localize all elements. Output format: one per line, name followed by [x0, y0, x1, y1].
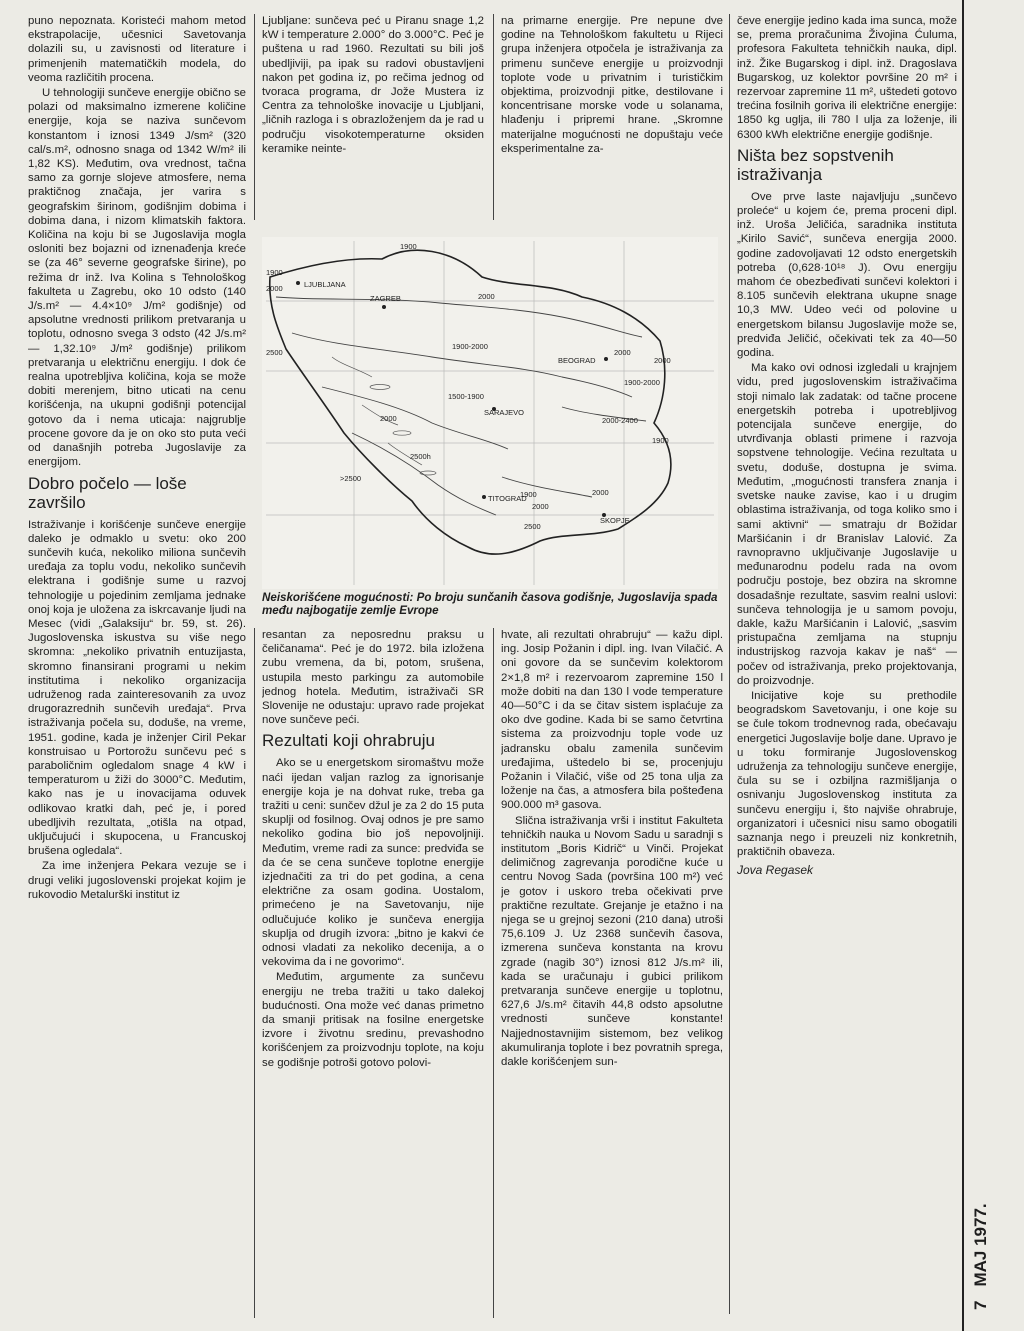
paragraph: U tehnologiji sunčeve energije obično se polazi od maksimalno izmerene količine energije, koja se naziva sunčevom konstantom i iznosi 1349 J/sm² (320 cal/s.m², odnosno snaga od 1342 W/m² ili 1,82 KS). Međutim, ova vrednost, tačna samo za gornje slojeve atmosfere, nema praktičnog značaja, jer varira s geografskim širinom, godišnjim dobima i dobima dana, i nizom klimatskih faktora. Količina na koju bi se Jugoslavija mogla osloniti bez bojazni od iznenađenja kreće se (za 46° severne geografske širine), po režima dr inž. Iva Kolina s Tehnološkog fakulteta u Zagrebu, oko 10 odsto (140 J/s.m² — 4.4×10⁹ J/m² godišnje) od apsolutne vrednosti prilikom pretvaranja u toplotu, odnosno svega 3 odsto (42 J/s.m² — 1,32.10⁹ J/m² godišnje) prilikom pretvaranja u električnu energiju. I dok će realna upotrebljiva količina, koja se može dobiti merenjem, bitno uticati na cenu korišćenja, na ukupni godišnji potencijal gotovo da i nema uticaja: najgrublje procene govore da je on oko sto puta veći od današnjih potreba Jugoslavije za energijom.: [28, 87, 246, 469]
city-label-sarajevo: SARAJEVO: [484, 408, 525, 417]
paragraph: hvate, ali rezultati ohrabruju“ — kažu dipl. ing. Josip Požanin i dipl. ing. Ivan Vilačić. A oni govore da se sunčevim kolektorom 2×1,8 m² i rezervoarom zapremine 150 l može dobiti na dan 130 l vode temperature 40—50°C i da se čitav sistem isplaćuje za oko dve godine. Kada bi se samo četvrtina sistema za proizvodnju tople vode uz jadransku obalu zamenila sunčevim uređajima, uštedelo bi se, procenjuju Požanin i Vilačić, više od 25 tona ulja za loženje na čas, a atmosfera bila pošteđena 900.000 m³ gasova.: [501, 629, 723, 812]
paragraph: Ljubljane: sunčeva peć u Piranu snage 1,2 kW i temperature 2.000° do 3.000°C. Peć je puštena u rad 1960. Rezultati su bili još ubedljiviji, pa ipak su radovi obustavljeni nakon pet godina iz, po rečima jednog od tvoraca programa, dr Jože Mustera iz Centra za tehnološke inovacije u Ljubljani, „ličnih razloga i s obrazloženjem da je rad u području visokotemperaturne oksiden keramike neinte-: [262, 15, 484, 155]
page-number: 7: [971, 1300, 990, 1310]
paragraph: čeve energije jedino kada ima sunca, može se, prema proračunima Živojina Ćuluma, profesora Fakulteta tehničkih nauka, dipl. inž. Žike Bugarskog i dipl. inž. Dragoslava Bugarskog, uz kolektor površine 20 m² i rezervoar zapremine 11 m², uštedeti gotovo trećina fosilnih goriva ili električne energije: 1850 kg uglja, ili 780 l ulja za loženje, ili 6300 kWh električne energije godišnje.: [737, 15, 957, 141]
column-divider: [493, 14, 494, 220]
city-label-ljubljana: LJUBLJANA: [304, 280, 346, 289]
city-label-zagreb: ZAGREB: [370, 294, 401, 303]
paragraph: Ako se u energetskom siromaštvu može naći ijedan valjan razlog za ignorisanje energije koja je na dohvat ruke, treba ga tražiti u ceni: sunčev džul je za 2 do 15 puta skuplji od fosilnog. Ovaj odnos je pre samo nekoliko godina bio još nepovoljniji. Međutim, vreme radi za sunce: predviđa se da će se cena sunčeve toplotne energije izjednačiti za tri do pet godina, a cena električne za osam godina. Uostalom, primećeno je na Savetovanju, nije odlučujuće koliko je sunčeva energija skuplja od drugih izvora: „bitno je kakvi će odnosi vladati za nekoliko decenija, a o vekovima da i ne govorimo“.: [262, 757, 484, 969]
paragraph: Istraživanje i korišćenje sunčeve energije daleko je odmaklo u svetu: oko 200 sunčevih kuća, nekoliko miliona sunčevih uređaja za toplu vodu, nekoliko sunčevih elektrana i godišnje sume u razvoj tehnologije u pojedinim zemljama jednake onoj koja je uložena za iskrcavanje ljudi na Mesec (vidi „Galaksiju“ br. 59, st. 26). Jugoslovenska iskustva su više nego skromna: „nekoliko privatnih entuzijasta, skromno finansirani programi u nekim institutima i nekoliko organizacija udruženog rada zainteresovanih za uvoz drugorazrednih sunčevih uređaja“. Prva istraživanja počela su, doduše, na vreme, 1951. godine, kada je inženjer Ciril Pekar konstruisao u Portorožu sunčevu peć s paraboličnim ogledalom snage 4 kW i temperaturom u žiži do 3000°C. Međutim, kako nas je u inovacijama oduvek odlikovao kratki dah, peć je, i pored ubedljivih rezultata, „otišla na otpad, uključujući i skupocena, u Francuskoj brušena ogledala“.: [28, 518, 246, 858]
yugoslavia-sunshine-map: [262, 237, 718, 589]
article-column-2-bottom: [262, 628, 484, 1318]
sunshine-map-figure: [262, 237, 718, 621]
isoline-label: 2000-2400: [602, 416, 638, 425]
isoline-label: 2000: [532, 502, 549, 511]
city-label-skopje: SKOPJE: [600, 516, 630, 525]
isoline-label: 2500: [266, 348, 283, 357]
column-divider: [254, 14, 255, 220]
column-divider: [254, 628, 255, 1318]
footer-rotated-text: [970, 1130, 992, 1310]
paragraph: puno nepoznata. Koristeći mahom metod ekstrapolacije, učesnici Savetovanja dolazili su, u zavisnosti od literature i primenjenih matematičkih modela, do veoma različitih procena.: [28, 15, 246, 84]
article-column-3-top: [501, 14, 723, 232]
isoline-label: 2000: [380, 414, 397, 423]
isoline-label: 1500-1900: [448, 392, 484, 401]
paragraph: na primarne energije. Pre nepune dve godine na Tehnološkom fakultetu u Rijeci grupa inženjera otpočela je istraživanja za primenu sunčeve energije u proizvodnji toplote vode u privatnim i turističkim objektima, proizvodnji pitke, destilovane i koncentrisane morske vode u solanama, hlađenju i pripremi hrane. „Skromne materijalne mogućnosti ne dopuštaju veće eksperimentalne za-: [501, 15, 723, 155]
isoline-label: >2500: [340, 474, 362, 483]
city-label-beograd: BEOGRAD: [558, 356, 596, 365]
map-caption: Neiskorišćene mogućnosti: Po broju sunčanih časova godišnje, Jugoslavija spada među najbogatije zemlje Evrope: [262, 591, 718, 617]
issue-date: MAJ 1977.: [971, 1203, 990, 1287]
page-footer: [964, 1130, 1024, 1310]
isoline-label: 2500: [524, 522, 541, 531]
isoline-label: 1900-2000: [624, 378, 660, 387]
section-heading: Ništa bez sopstvenih istraživanja: [737, 145, 894, 184]
isoline-label: 1900: [520, 490, 537, 499]
isoline-label: 2500h: [410, 452, 431, 461]
isoline-label: 2000: [266, 284, 283, 293]
article-column-1: [28, 14, 246, 1314]
isoline-label: 1900: [652, 436, 669, 445]
article-column-4: [737, 14, 957, 1314]
isoline-label: 2000: [614, 348, 631, 357]
paragraph: Slična istraživanja vrši i institut Fakulteta tehničkih nauka u Novom Sadu u saradnji s institutom „Boris Kidrič“ u Vinči. Projekat delimičnog zagrevanja porodične kuće u centru Novog Sada (površina 100 m²) već je gotov i uskoro treba očekivati prve praktične rezultate. Grejanje je etažno i na njega se u grejnoj sezoni (210 dana) utroši 75,6.109 J. Uz 2368 sunčevih časova, izmerena sunčeva konstanta na krovu zgrade (nagib 30°) iznosi 812 J/s.m² ili, kada se uračunaju i gubici prilikom pretvaranja sunčeve energije u toplotnu, 627,6 J/s.m² čitavih 44,8 odsto apsolutne vrednosti sunčeve konstante! Najjednostavnijim sistemom, bez velikog akumuliranja toplote i bez povratnih sprega, dakle korišćenjem sun-: [501, 814, 723, 1069]
paragraph: resantan za neposrednu praksu u čeličanama“. Peć je do 1972. bila izložena zubu vremena, da bi, potom, srušena, ustupila mesto parkingu za automobile jednog hotela. Međutim, istraživači SR Slovenije ne odustaju: upravo rade projekat nove sunčeve peći.: [262, 629, 484, 727]
isoline-label: 1900: [400, 242, 417, 251]
section-heading: Dobro počelo — loše završilo: [28, 473, 187, 512]
paragraph: Ove prve laste najavljuju „sunčevo proleće“ u kojem će, prema proceni dipl. inž. Uroša Jeličića, saradnika instituta „Kirilo Savić“, sunčeva energija 2000. godine zadovoljavati 12 odsto energetskih potreba (0,628·10¹⁸ J). Ovu energiju mahom će obezbeđivati sunčevi kolektori i 8.105 sunčevih elektrana ukupne snage 10,3 MW. Udeo veći od polovine u energetskom bilansu Jugoslavije može se, predviđa Jeličić, očekivati tek za 40—50 godina.: [737, 190, 957, 360]
isoline-label: 1900: [266, 268, 283, 277]
paragraph: Međutim, argumente za sunčevu energiju ne treba tražiti u tako dalekoj budućnosti. Ona može već danas primetno da smanji pritisak na fosilne energetske izvore i životnu sredinu, prevashodno korišćenjem za proizvodnju toplote, na koju se godišnje potroši gotovo polovi-: [262, 971, 484, 1069]
isoline-label: 2000: [478, 292, 495, 301]
article-column-3-bottom: [501, 628, 723, 1318]
paragraph: Za ime inženjera Pekara vezuje se i drugi veliki jugoslovenski projekat kojim je rukovodio Metalurški institut iz: [28, 860, 246, 901]
isoline-label: 1900-2000: [452, 342, 488, 351]
author-signature: Jova Regasek: [737, 863, 814, 878]
isoline-label: 2000: [654, 356, 671, 365]
isoline-label: 2000: [592, 488, 609, 497]
column-divider: [729, 14, 730, 1314]
article-column-2-top: [262, 14, 484, 232]
city-label-titograd: TITOGRAD: [488, 494, 527, 503]
paragraph: Inicijative koje su prethodile beogradskom Savetovanju, i one koje su se čule tokom trodnevnog rada, obećavaju energetici Jugoslavije bolje dane. Upravo je u toku formiranje Jugoslovenskog udruženja za tehnologiju sunčeve energije, čula su se i ozbiljna razmišljanja o osnivanju Jugoslovenskog instituta za sunčevu energiju i, što najviše ohrabruje, organizatori i učesnici nisu samo obogatili saznanja nego i preuzeli niz konkretnih, praktičnih obaveza.: [737, 689, 957, 859]
paragraph: Ma kako ovi odnosi izgledali u krajnjem vidu, pred jugoslovenskim istraživačima stoji nimalo lak zadatak: od tačne procene energetskih potreba i upotrebljivog potencijala sunčeve energije, do utvrđivanja oblasti primene i razvoja sopstvene tehnologije. Većina rezultata u svetu, doduše, dostupna je svima. Međutim, „mogućnosti transfera znanja i svetske nauke zavise, kao i u drugim oblastima istraživanja, od toga koliko smo i sami aktivni“ — smatraju dr Božidar Maršićanin i dr Branislav Lalović. Za ravnopravno uključivanje Jugoslavije u međunarodnu podelu rada na ovom području postoje, bez obzira na skromne dosadašnje rezultate, sasvim realni uslovi: sunčeva tehnologija je u samom povoju, dakle, kažu Maršićanin i Lalović, „sasvim pristupačna zemljama na stupnju industrijskog razvoja kakav je naš“ — počev od istraživanja, preko projektovanja, do proizvodnje.: [737, 362, 957, 687]
column-divider: [493, 628, 494, 1318]
section-heading: Rezultati koji ohrabruju: [262, 731, 435, 751]
